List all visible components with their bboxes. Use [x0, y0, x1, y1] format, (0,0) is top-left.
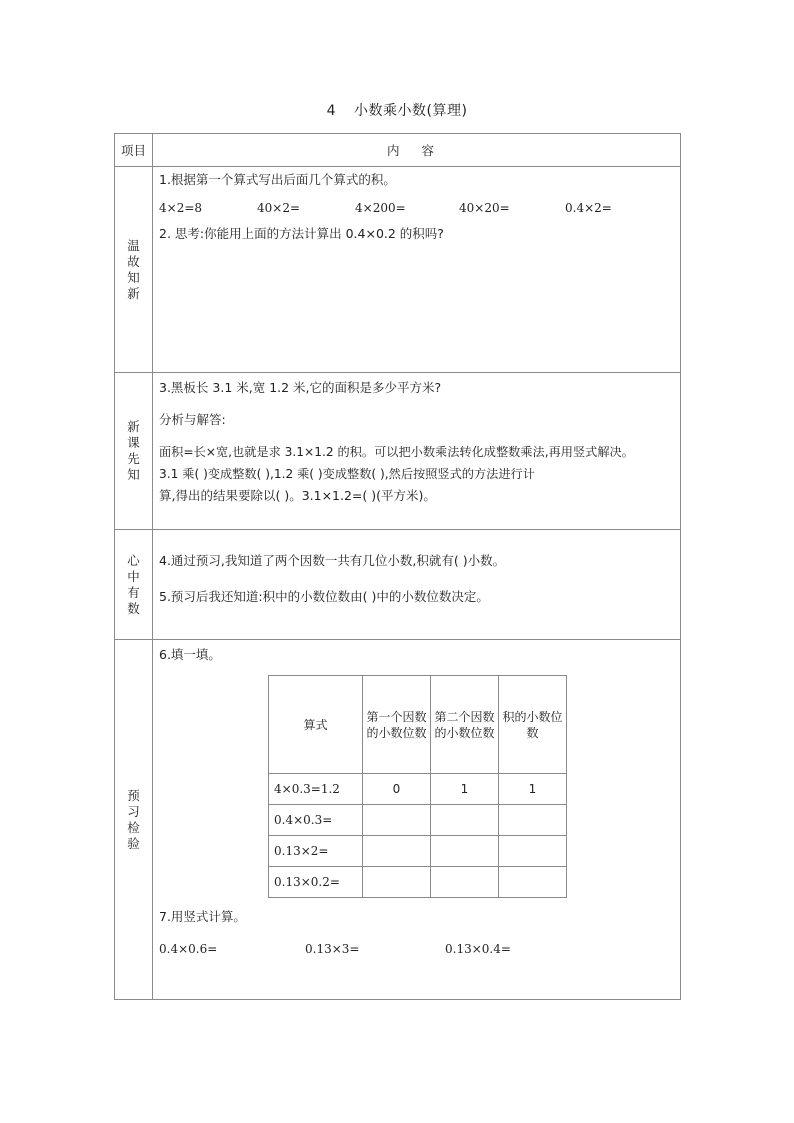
- table-cell: 0: [363, 774, 431, 805]
- section-label-review: 温故知新: [127, 237, 140, 301]
- question-1: 1.根据第一个算式写出后面几个算式的积。: [159, 172, 396, 187]
- analysis-line-3: 算,得出的结果要除以( )。3.1×1.2=( )(平方米)。: [159, 488, 436, 503]
- table-cell[interactable]: [363, 805, 431, 836]
- analysis-line-2: 3.1 乘( )变成整数( ),1.2 乘( )变成整数( ),然后按照竖式的方法进行计: [159, 467, 535, 481]
- calc-list: [159, 942, 545, 956]
- header-content: 内容: [153, 134, 681, 167]
- table-cell[interactable]: [363, 836, 431, 867]
- table-cell: 4×0.3=1.2: [269, 774, 363, 805]
- lesson-title: 小数乘小数(算理): [353, 103, 468, 119]
- worksheet-table: [114, 133, 681, 1000]
- table-cell: 0.13×2=: [269, 836, 363, 867]
- question-2: 2. 思考:你能用上面的方法计算出 0.4×0.2 的积吗?: [159, 226, 444, 241]
- question-3: 3.黑板长 3.1 米,宽 1.2 米,它的面积是多少平方米?: [159, 380, 442, 395]
- table-cell[interactable]: [431, 867, 499, 898]
- calc-item: 0.13×0.4=: [445, 942, 511, 956]
- header-item: 项目: [115, 134, 153, 167]
- table-row: [269, 774, 567, 805]
- section-label-check: 预习检验: [127, 787, 140, 851]
- table-cell[interactable]: [363, 867, 431, 898]
- table-row: [269, 867, 567, 898]
- table-cell: 0.4×0.3=: [269, 805, 363, 836]
- table-cell[interactable]: [499, 867, 567, 898]
- table-header-cell: 算式: [269, 676, 363, 774]
- formula-item: 0.4×2=: [565, 201, 612, 215]
- page-title: [0, 100, 794, 120]
- table-cell[interactable]: [431, 805, 499, 836]
- table-header-cell: 积的小数位数: [499, 676, 567, 774]
- formula-item: 40×2=: [257, 201, 301, 215]
- formula-item: 4×2=8: [159, 201, 203, 215]
- header-row: [115, 134, 681, 167]
- section-mind: [115, 530, 681, 640]
- lesson-number: 4: [326, 103, 336, 119]
- table-header-cell: 第二个因数的小数位数: [431, 676, 499, 774]
- section-label-mind: 心中有数: [127, 552, 140, 616]
- table-cell: 0.13×0.2=: [269, 867, 363, 898]
- table-cell[interactable]: [431, 836, 499, 867]
- table-header-row: [269, 676, 567, 774]
- question-4: 4.通过预习,我知道了两个因数一共有几位小数,积就有( )小数。: [159, 553, 506, 568]
- section-preview: [115, 373, 681, 530]
- table-cell: 1: [431, 774, 499, 805]
- analysis-line-1: 面积=长×宽,也就是求 3.1×1.2 的积。可以把小数乘法转化成整数乘法,再用竖式解决。: [159, 445, 634, 459]
- formula-list: [159, 201, 674, 215]
- table-cell[interactable]: [499, 805, 567, 836]
- section-check: [115, 640, 681, 1000]
- table-cell[interactable]: [499, 836, 567, 867]
- formula-item: 40×20=: [459, 201, 510, 215]
- question-6: 6.填一填。: [159, 647, 221, 662]
- analysis-label: 分析与解答:: [159, 412, 226, 427]
- decimal-places-table: [268, 675, 567, 898]
- question-7: 7.用竖式计算。: [159, 909, 246, 924]
- section-label-preview: 新课先知: [127, 419, 140, 482]
- question-5: 5.预习后我还知道:积中的小数位数由( )中的小数位数决定。: [159, 589, 489, 604]
- calc-item: 0.4×0.6=: [159, 942, 218, 956]
- formula-item: 4×200=: [355, 201, 406, 215]
- calc-item: 0.13×3=: [305, 942, 360, 956]
- table-row: [269, 836, 567, 867]
- section-review: [115, 167, 681, 373]
- table-cell: 1: [499, 774, 567, 805]
- table-row: [269, 805, 567, 836]
- table-header-cell: 第一个因数的小数位数: [363, 676, 431, 774]
